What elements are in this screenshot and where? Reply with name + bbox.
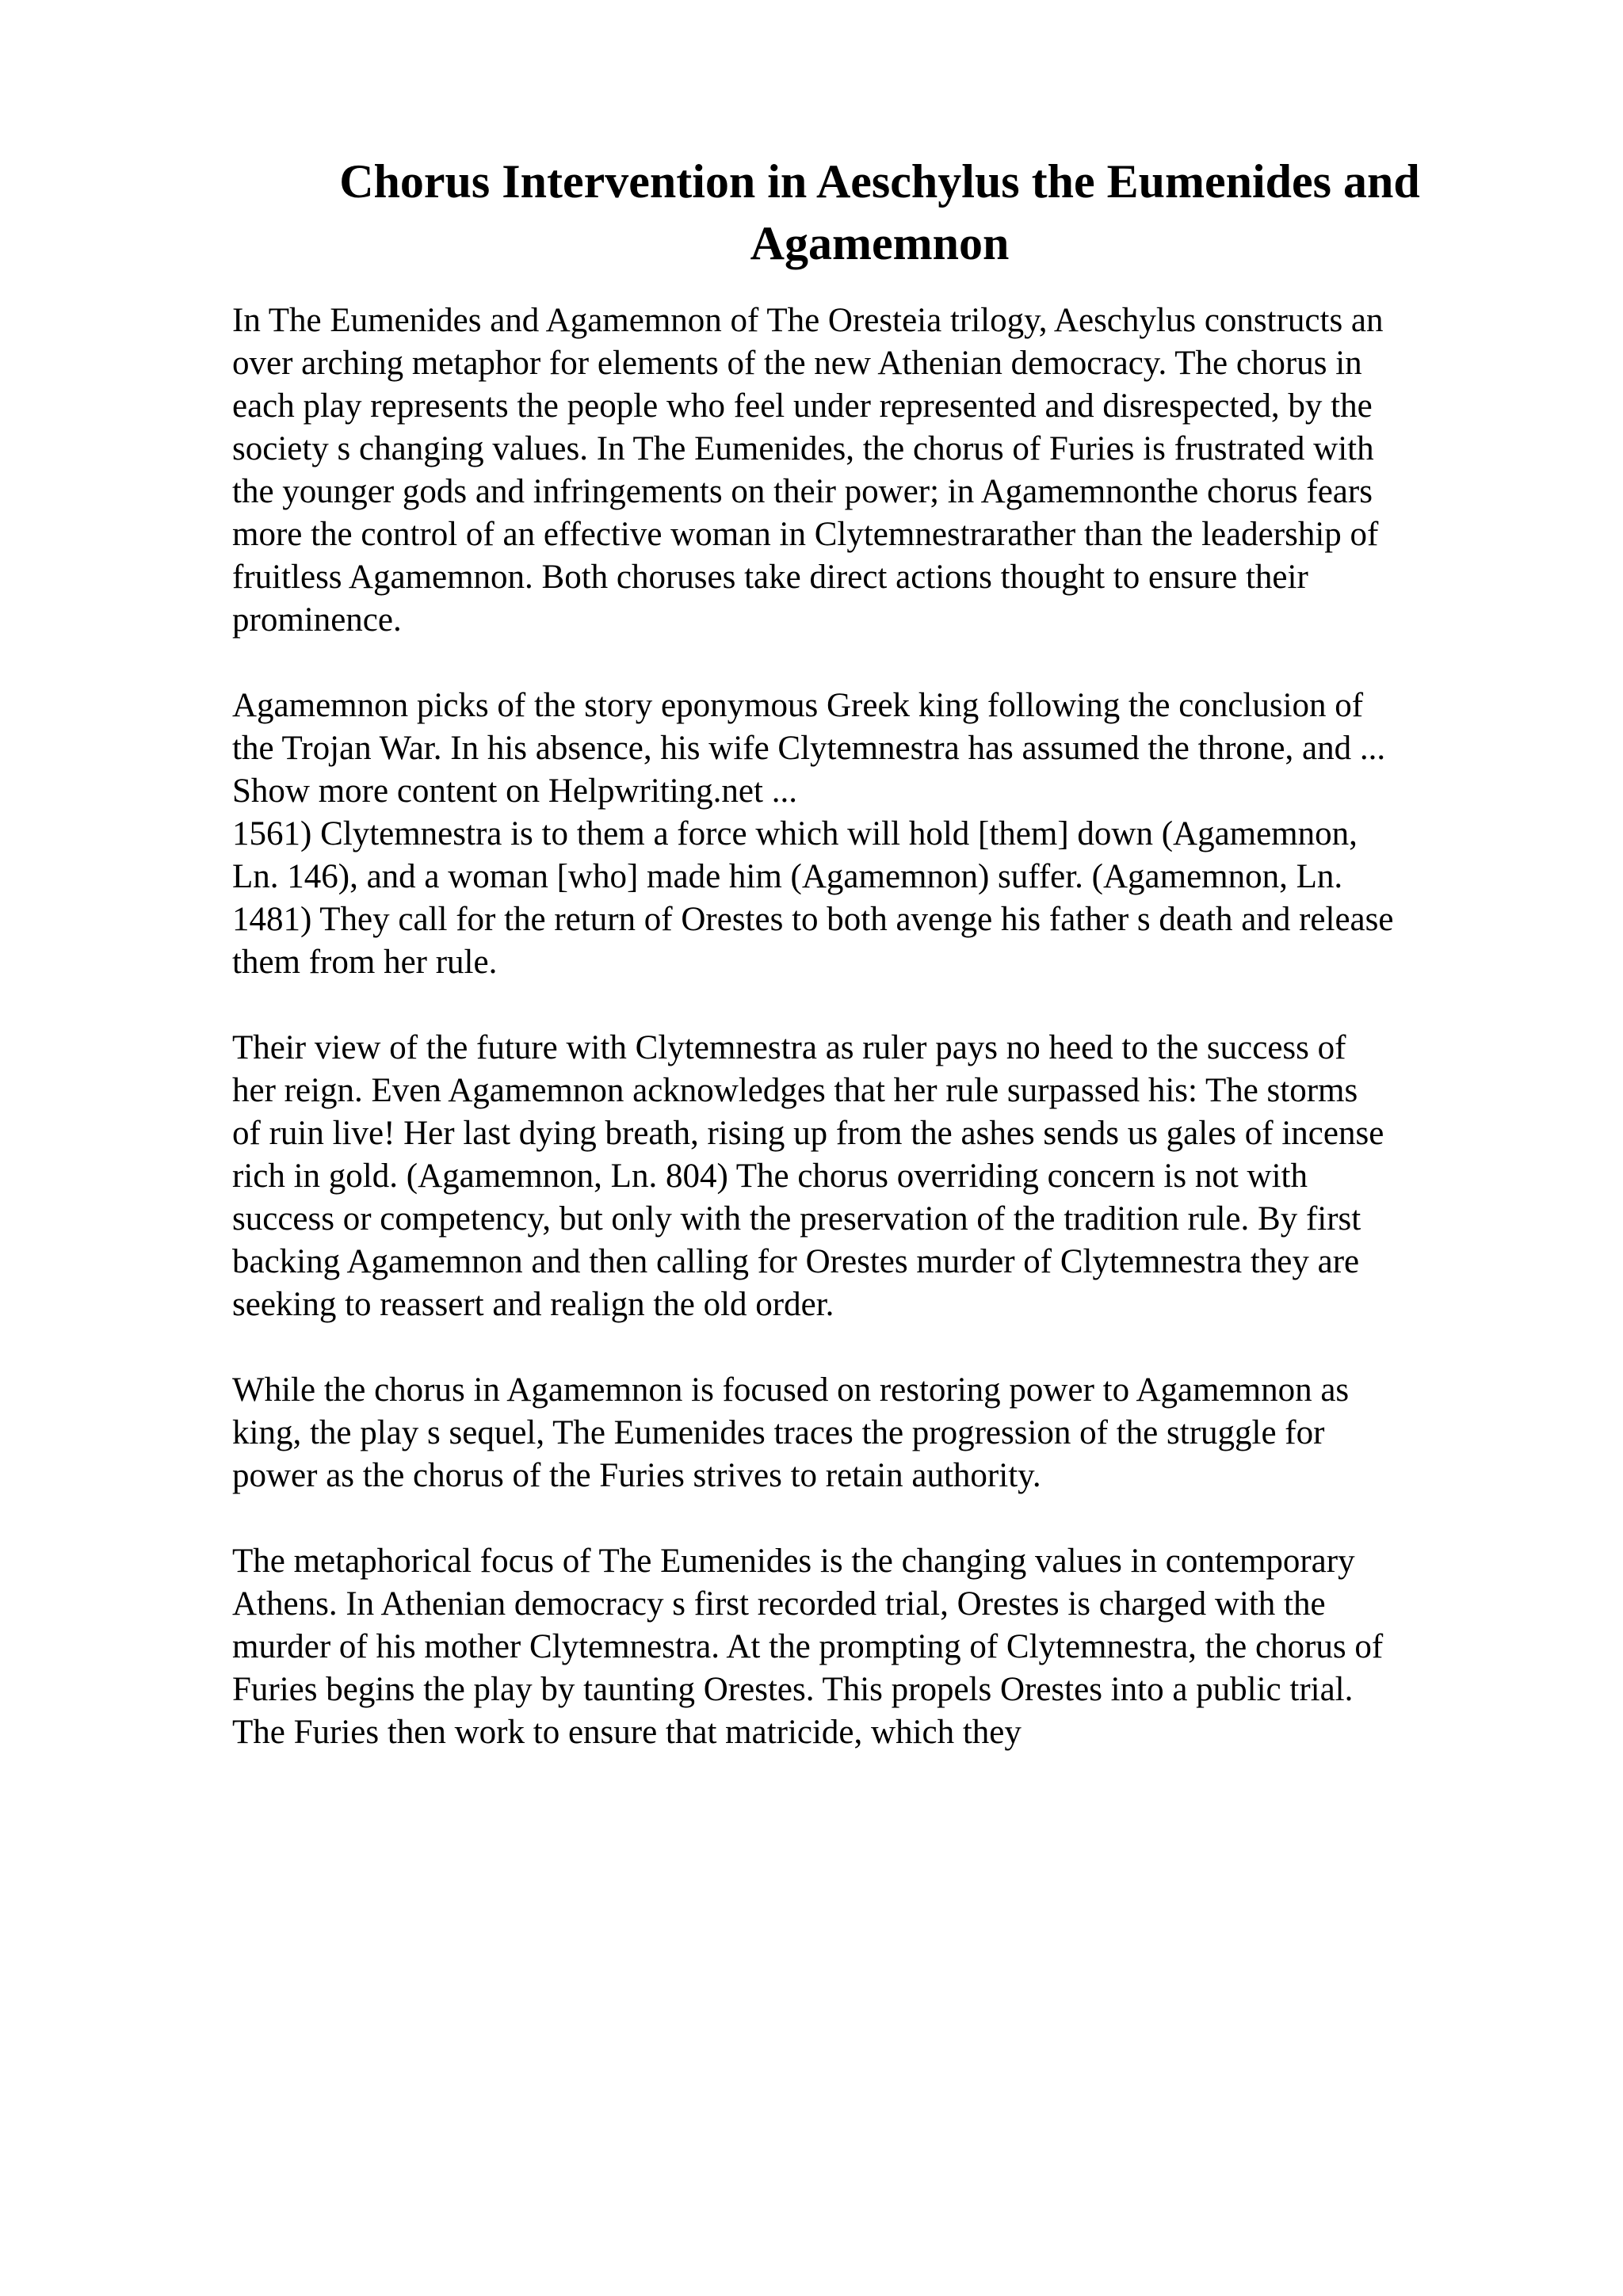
text-line: Ln. 146), and a woman [who] made him (Agamemnon) suffer. (Agamemnon, Ln. — [232, 858, 1343, 895]
show-more-text: Show more content on Helpwriting.net ... — [232, 772, 797, 810]
text-line: seeking to reassert and realign the old order. — [232, 1286, 834, 1323]
text-line: society s changing values. In The Eumenides, the chorus of Furies is frustrated with — [232, 430, 1374, 467]
text-line: over arching metaphor for elements of the new Athenian democracy. The chorus in — [232, 345, 1362, 382]
text-line: 1561) Clytemnestra is to them a force which will hold [them] down (Agamemnon, — [232, 815, 1358, 852]
text-line: prominence. — [232, 601, 402, 639]
text-line: The Furies then work to ensure that matricide, which they — [232, 1714, 1022, 1751]
text-line: king, the play s sequel, The Eumenides traces the progression of the struggle for — [232, 1414, 1325, 1451]
paragraph-5 — [232, 1540, 1508, 1754]
text-line: The metaphorical focus of The Eumenides is the changing values in contemporary — [232, 1543, 1355, 1580]
text-line: Athens. In Athenian democracy s first recorded trial, Orestes is charged with the — [232, 1585, 1326, 1623]
text-line: success or competency, but only with the preservation of the tradition rule. By first — [232, 1200, 1361, 1238]
text-line: fruitless Agamemnon. Both choruses take direct actions thought to ensure their — [232, 559, 1308, 596]
text-line: them from her rule. — [232, 944, 498, 981]
text-line: the younger gods and infringements on their power; in Agamemnonthe chorus fears — [232, 473, 1373, 510]
title-line: Chorus Intervention in Aeschylus the Eumenides and — [339, 155, 1420, 208]
text-line: more the control of an effective woman in Clytemnestrarather than the leadership of — [232, 516, 1379, 553]
text-line: 1481) They call for the return of Orestes to both avenge his father s death and release — [232, 901, 1394, 938]
text-line: the Trojan War. In his absence, his wife Clytemnestra has assumed the throne, and ... — [232, 730, 1386, 767]
paragraph-1 — [232, 299, 1508, 642]
text-line: each play represents the people who feel under represented and disrespected, by the — [232, 387, 1373, 425]
paragraph-2 — [232, 685, 1508, 984]
text-line: backing Agamemnon and then calling for Orestes murder of Clytemnestra they are — [232, 1243, 1360, 1280]
text-line: Their view of the future with Clytemnestra as ruler pays no heed to the success of — [232, 1029, 1346, 1066]
document-body — [232, 299, 1508, 1797]
text-line: Furies begins the play by taunting Orestes. This propels Orestes into a public trial. — [232, 1671, 1354, 1708]
text-line: power as the chorus of the Furies strives to retain authority. — [232, 1457, 1041, 1494]
text-line: her reign. Even Agamemnon acknowledges that her rule surpassed his: The storms — [232, 1072, 1358, 1109]
text-line: While the chorus in Agamemnon is focused on restoring power to Agamemnon as — [232, 1371, 1350, 1409]
text-line: of ruin live! Her last dying breath, rising up from the ashes sends us gales of incense — [232, 1115, 1384, 1152]
text-line: rich in gold. (Agamemnon, Ln. 804) The chorus overriding concern is not with — [232, 1158, 1308, 1195]
paragraph-3 — [232, 1027, 1508, 1326]
paragraph-4 — [232, 1369, 1508, 1497]
text-line: In The Eumenides and Agamemnon of The Oresteia trilogy, Aeschylus constructs an — [232, 302, 1384, 339]
text-line: Agamemnon picks of the story eponymous Greek king following the conclusion of — [232, 687, 1364, 724]
document-title — [301, 151, 1458, 274]
title-line: Agamemnon — [750, 217, 1010, 269]
text-line: murder of his mother Clytemnestra. At the prompting of Clytemnestra, the chorus of — [232, 1628, 1384, 1665]
